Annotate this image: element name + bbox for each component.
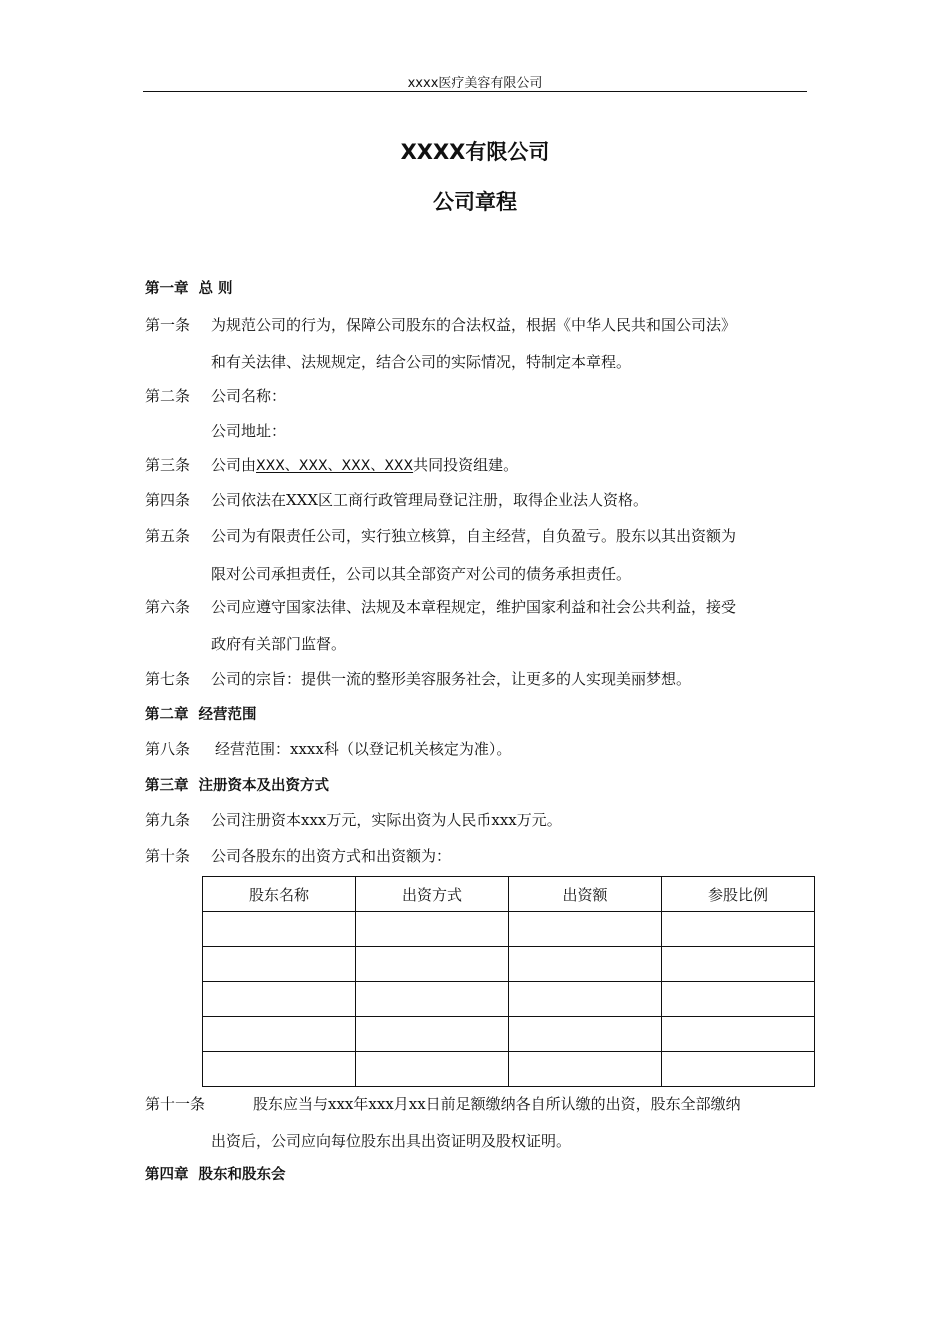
- article-4-label: 第四条: [145, 491, 191, 509]
- article-2-label: 第二条: [145, 387, 191, 405]
- table-cell: [509, 947, 662, 982]
- article-1-label: 第一条: [145, 316, 191, 334]
- chapter-1-heading: [145, 277, 233, 298]
- table-row: [203, 947, 815, 982]
- column-header: 出资方式: [356, 877, 509, 912]
- table-cell: [356, 947, 509, 982]
- article-8-text: 经营范围：xxxx科（以登记机关核定为准）。: [215, 740, 512, 758]
- article-3-prefix: 公司由: [211, 456, 257, 474]
- article-5-text-cont: 限对公司承担责任，公司以其全部资产对公司的债务承担责任。: [211, 565, 632, 583]
- page-header-company: xxxx医疗美容有限公司: [407, 76, 543, 91]
- article-7-text: 公司的宗旨：提供一流的整形美容服务社会，让更多的人实现美丽梦想。: [211, 670, 692, 688]
- table-cell: [356, 1017, 509, 1052]
- article-4-text: 公司依法在XXX区工商行政管理局登记注册，取得企业法人资格。: [211, 491, 649, 509]
- capital-contribution-table: [202, 876, 815, 1087]
- document-subtitle: 公司章程: [433, 189, 517, 214]
- article-5-label: 第五条: [145, 527, 191, 545]
- table-cell: [662, 912, 815, 947]
- table-cell: [356, 912, 509, 947]
- table-cell: [509, 1052, 662, 1087]
- table-row: [203, 912, 815, 947]
- table-cell: [662, 947, 815, 982]
- chapter-number: 第二章: [145, 707, 189, 723]
- table-cell: [356, 1052, 509, 1087]
- table-cell: [356, 982, 509, 1017]
- table-cell: [662, 1052, 815, 1087]
- chapter-name: 总 则: [198, 281, 233, 297]
- article-1-text-cont: 和有关法律、法规规定，结合公司的实际情况，特制定本章程。: [211, 353, 632, 371]
- column-header: 参股比例: [662, 877, 815, 912]
- chapter-number: 第四章: [145, 1167, 189, 1183]
- header-divider: [143, 91, 807, 92]
- company-address-field: 公司地址：: [211, 422, 287, 440]
- article-11-label: 第十一条: [145, 1095, 206, 1113]
- article-6-label: 第六条: [145, 598, 191, 616]
- chapter-3-heading: [145, 774, 329, 795]
- table-row: [203, 1017, 815, 1052]
- table-cell: [509, 912, 662, 947]
- column-header: 出资额: [509, 877, 662, 912]
- company-name-field: 公司名称：: [211, 387, 287, 405]
- chapter-number: 第三章: [145, 778, 189, 794]
- article-9-label: 第九条: [145, 811, 191, 829]
- table-cell: [203, 1052, 356, 1087]
- chapter-name: 股东和股东会: [198, 1167, 286, 1183]
- article-3-suffix: 共同投资组建。: [413, 456, 519, 474]
- article-9-text: 公司注册资本xxx万元，实际出资为人民币xxx万元。: [211, 811, 562, 829]
- table-cell: [203, 1017, 356, 1052]
- article-6-text-cont: 政府有关部门监督。: [211, 635, 347, 653]
- table-row: [203, 1052, 815, 1087]
- chapter-4-heading: [145, 1163, 286, 1184]
- column-header: 股东名称: [203, 877, 356, 912]
- article-5-text: 公司为有限责任公司，实行独立核算，自主经营，自负盈亏。股东以其出资额为: [211, 527, 737, 545]
- article-3-label: 第三条: [145, 456, 191, 474]
- table-row: [203, 982, 815, 1017]
- chapter-name: 经营范围: [198, 707, 257, 723]
- article-10-text: 公司各股东的出资方式和出资额为：: [211, 847, 452, 865]
- table-cell: [662, 1017, 815, 1052]
- table-cell: [203, 982, 356, 1017]
- table-cell: [203, 912, 356, 947]
- article-1-text: 为规范公司的行为，保障公司股东的合法权益，根据《中华人民共和国公司法》: [211, 316, 737, 334]
- article-3-text: [211, 454, 518, 475]
- chapter-number: 第一章: [145, 281, 189, 297]
- table-header-row: [203, 877, 815, 912]
- table-cell: [509, 982, 662, 1017]
- chapter-name: 注册资本及出资方式: [198, 778, 329, 794]
- article-7-label: 第七条: [145, 670, 191, 688]
- article-6-text: 公司应遵守国家法律、法规及本章程规定，维护国家利益和社会公共利益，接受: [211, 598, 737, 616]
- table-cell: [203, 947, 356, 982]
- article-10-label: 第十条: [145, 847, 191, 865]
- article-8-label: 第八条: [145, 740, 191, 758]
- article-11-text-cont: 出资后，公司应向每位股东出具出资证明及股权证明。: [211, 1132, 572, 1150]
- chapter-2-heading: [145, 703, 257, 724]
- article-11-text: 股东应当与xxx年xxx月xx日前足额缴纳各自所认缴的出资，股东全部缴纳: [253, 1095, 741, 1113]
- table-cell: [509, 1017, 662, 1052]
- table-cell: [662, 982, 815, 1017]
- document-title: XXXX有限公司: [400, 140, 550, 164]
- investors-list: XXX、XXX、XXX、XXX: [256, 458, 414, 474]
